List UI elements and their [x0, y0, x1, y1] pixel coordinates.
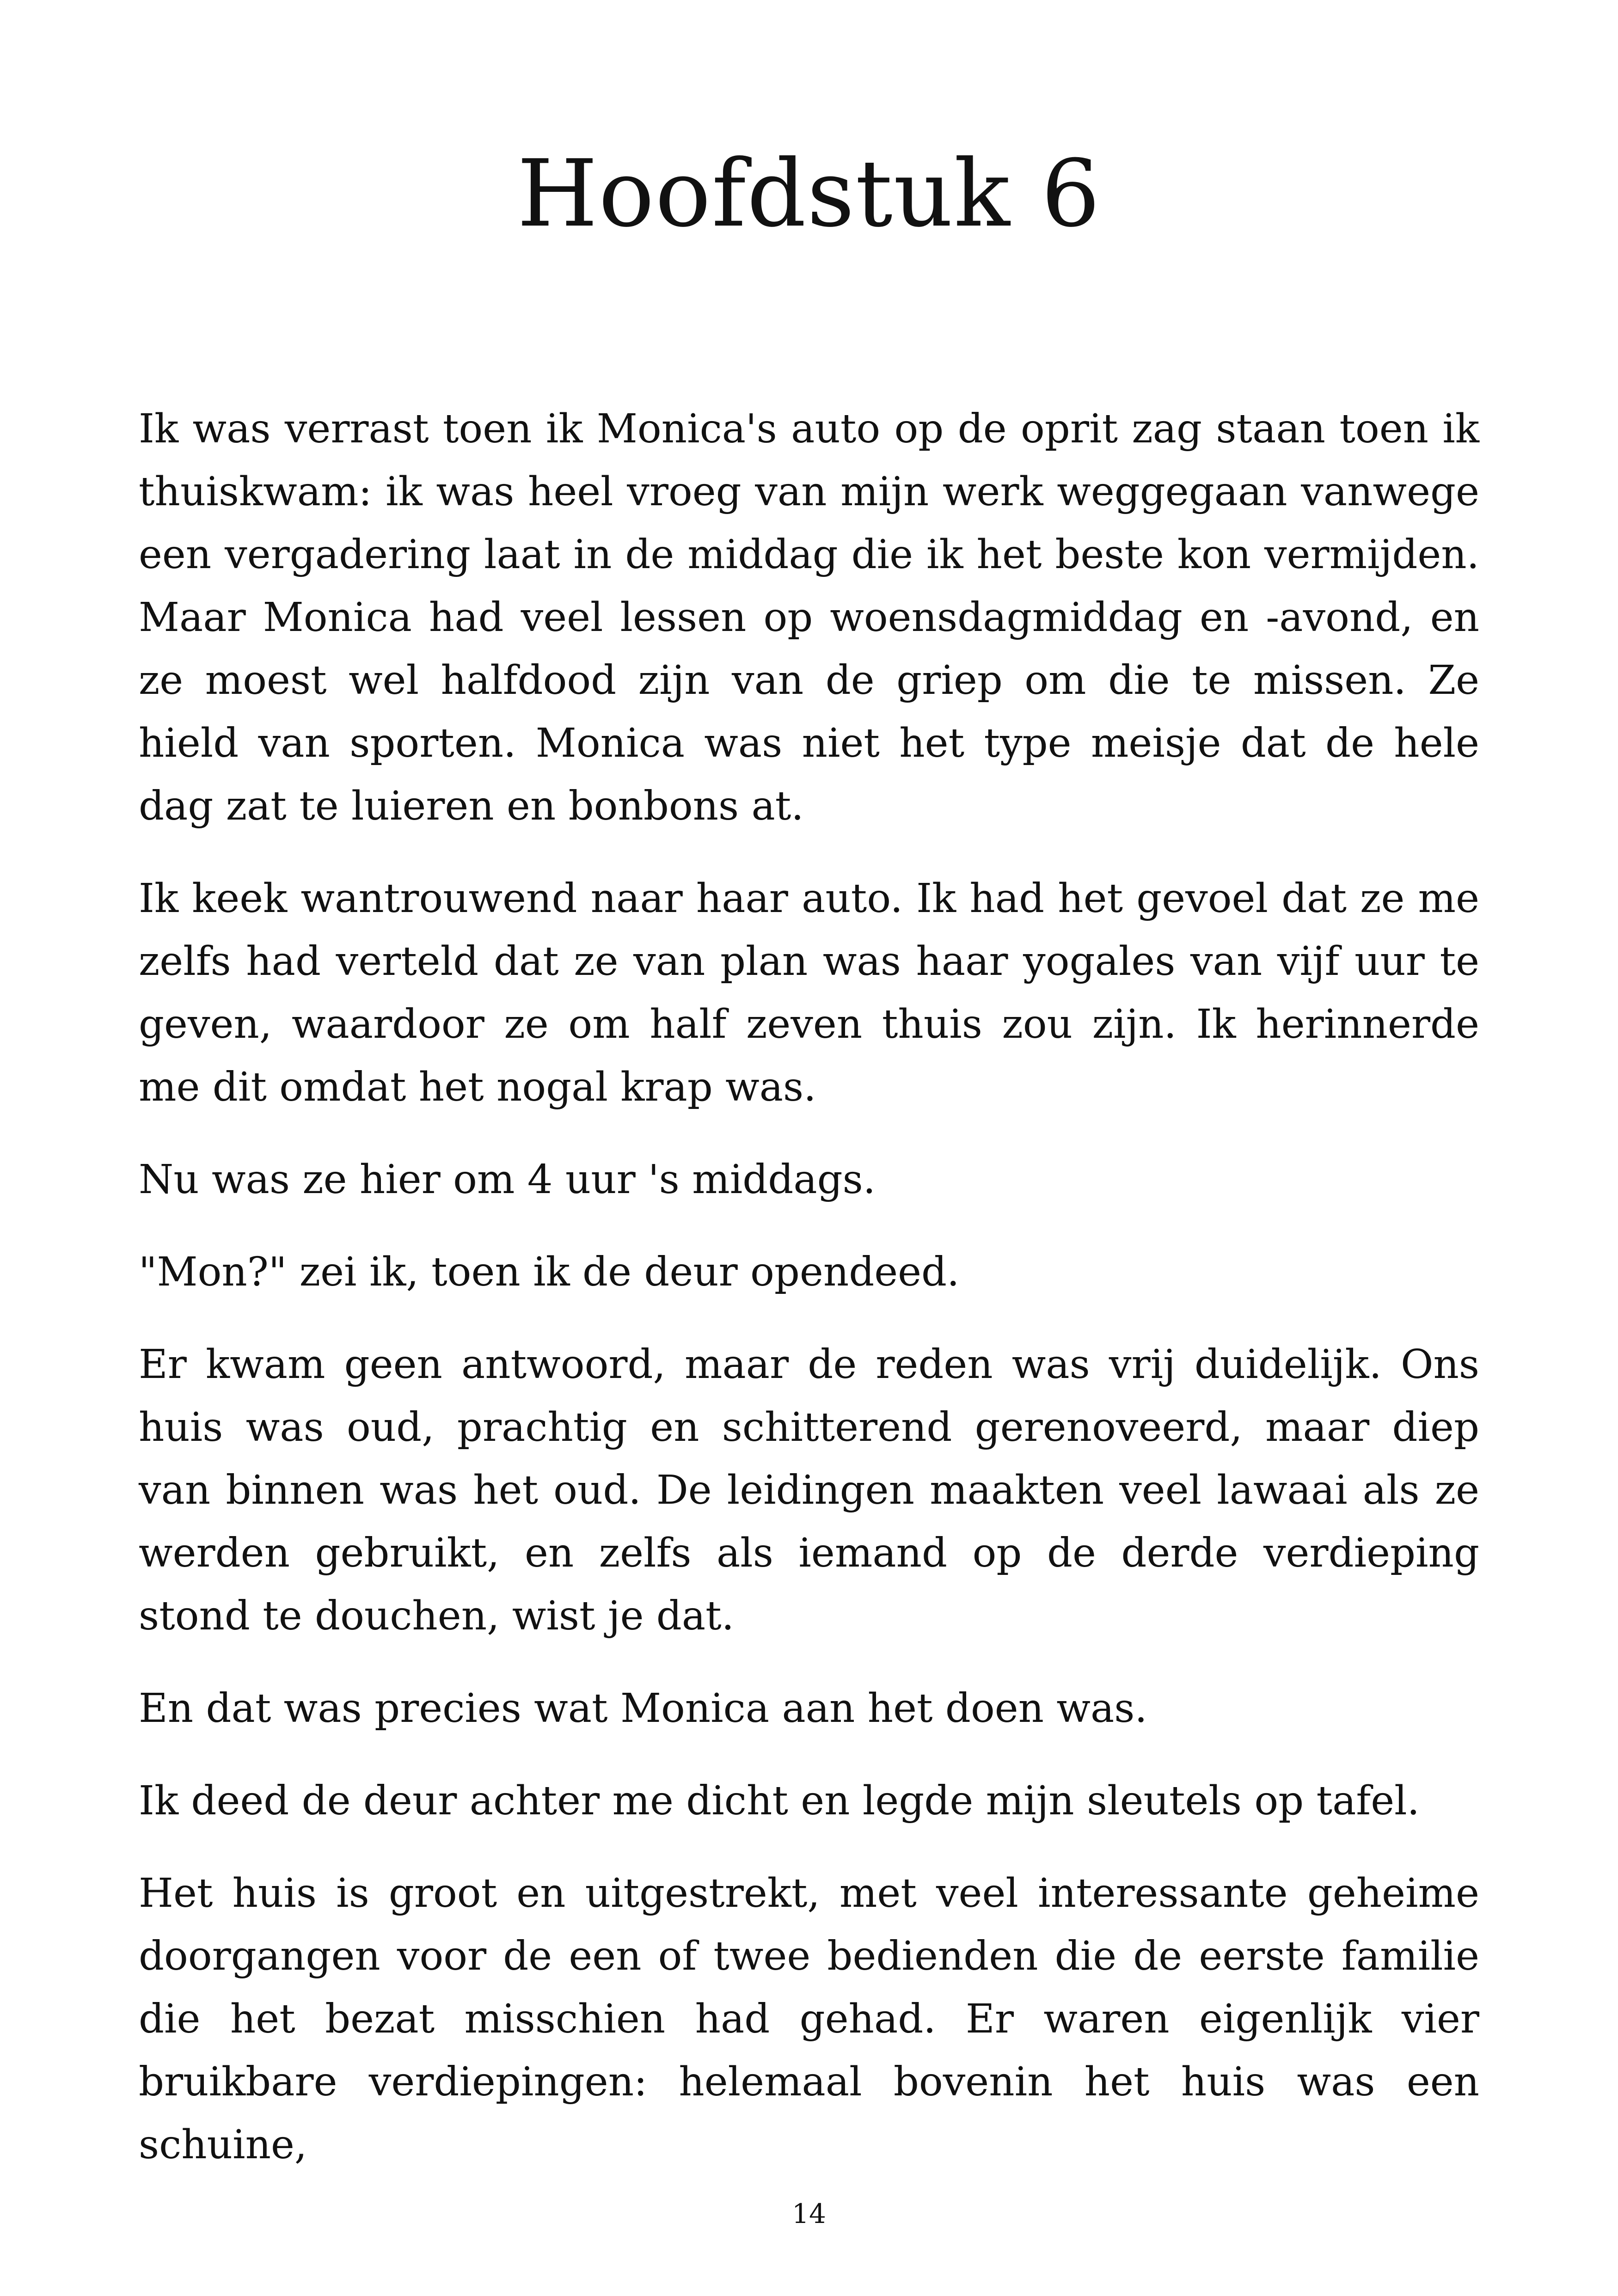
paragraph: "Mon?" zei ik, toen ik de deur opendeed. [139, 1249, 960, 1295]
page-number: 14 [792, 2198, 826, 2229]
paragraph: Nu was ze hier om 4 uur 's middags. [139, 1157, 876, 1203]
paragraph: Het huis is groot en uitgestrekt, met veel interessante geheime doorgangen voor de een of twee bedienden die de eerste familie die het bezat misschien had gehad. Er waren eigenlijk vier bruikbare verdiepingen: helemaal bovenin het huis was een schuine, [139, 1870, 1479, 2168]
paragraph: Ik was verrast toen ik Monica's auto op de oprit zag staan toen ik thuiskwam: ik was heel vroeg van mijn werk weggegaan vanwege een vergadering laat in de middag die ik het beste kon vermijden. Maar Monica had veel lessen op woensdagmiddag en -avond, en ze moest wel halfdood zijn van de griep om die te missen. Ze hield van sporten. Monica was niet het type meisje dat de hele dag zat te luieren en bonbons at. [139, 406, 1479, 829]
chapter-title: Hoofdstuk 6 [517, 140, 1101, 248]
chapter-body [139, 398, 1479, 2206]
paragraph: En dat was precies wat Monica aan het doen was. [139, 1685, 1147, 1732]
paragraph: Ik keek wantrouwend naar haar auto. Ik had het gevoel dat ze me zelfs had verteld dat ze van plan was haar yogales van vijf uur te geven, waardoor ze om half zeven thuis zou zijn. Ik herinnerde me dit omdat het nogal krap was. [139, 876, 1479, 1110]
paragraph: Ik deed de deur achter me dicht en legde mijn sleutels op tafel. [139, 1778, 1420, 1824]
paragraph: Er kwam geen antwoord, maar de reden was vrij duidelijk. Ons huis was oud, prachtig en schitterend gerenoveerd, maar diep van binnen was het oud. De leidingen maakten veel lawaai als ze werden gebruikt, en zelfs als iemand op de derde verdieping stond te douchen, wist je dat. [139, 1341, 1479, 1639]
